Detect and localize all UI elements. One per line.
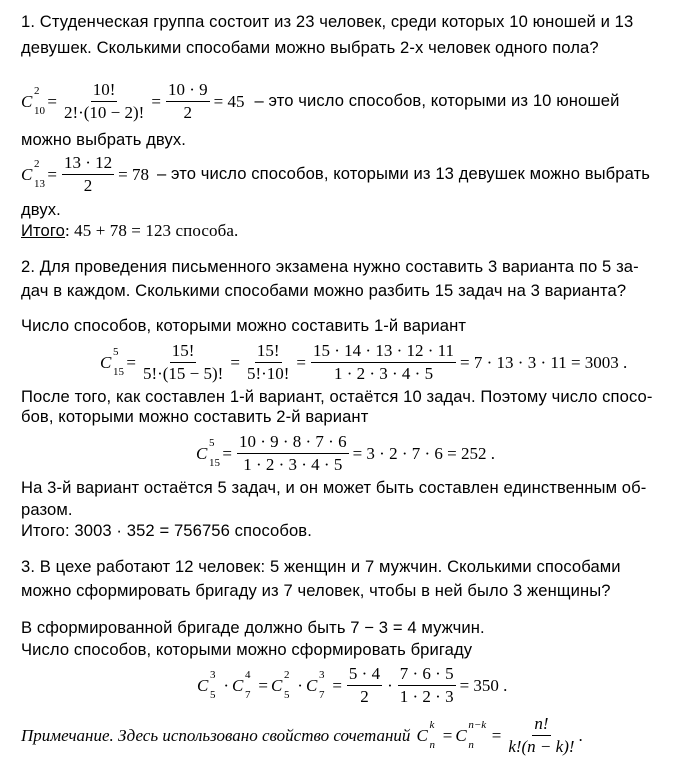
problem2-equation2: C 5 15 = $\frac{10 \cdot 9 \cdot 8 \cdot 7 \cdot 6}{1 \cdot 2 \cdot 3 \cdot 4 \cdot 5}$ = 3 · 2 · 7 · 6 = 252 . <box>196 431 496 474</box>
fraction: $\frac{10!}{2!\cdot(10 - 2)!}$ <box>63 79 145 122</box>
problem3-line4: Число способов, которыми можно сформировать бригаду <box>21 640 473 659</box>
fraction: $\frac{15!}{5!\cdot 10!}$ <box>246 340 290 383</box>
problem1-total: Итого: 45 + 78 = 123 способа. <box>21 221 239 240</box>
problem3-line1: 3. В цехе работают 12 человек: 5 женщин и 7 мужчин. Сколькими способами <box>21 557 621 576</box>
fraction: $\frac{n!}{k!(n - k)!}$ <box>508 713 575 756</box>
problem2-equation1: C 5 15 = $\frac{15!}{5!\cdot(15 - 5)!}$ = $\frac{15!}{5!\cdot 10!}$ = $\frac{15 \cdot 14 \cdot 13 \cdot 12 \cdot 11}{1 \cdot 2 \cdot 3 \cdot 4 \cdot 5}$ = 7 · 13 · 3 · 11 = 3003 . <box>100 340 628 383</box>
combination-symbol: C 3 5 <box>197 668 216 701</box>
combination-symbol: C n−k n <box>455 718 487 751</box>
problem2-line7: разом. <box>21 500 73 519</box>
fraction: $\frac{15 \cdot 14 \cdot 13 \cdot 12 \cdot 11}{1 \cdot 2 \cdot 3 \cdot 4 \cdot 5}$ <box>313 340 455 383</box>
combination-symbol: C k n <box>416 718 435 751</box>
problem1-eq1-continuation: можно выбрать двух. <box>21 130 186 149</box>
problem2-line4: После того, как составлен 1-й вариант, остаётся 10 задач. Поэтому число спосо- <box>21 387 653 406</box>
problem1-equation1: C 2 10 = $\frac{10!}{2!\cdot(10 - 2)!}$ = $\frac{10 \cdot 9}{2}$ = 45 – это число способов, которыми из 10 юношей <box>21 79 620 122</box>
problem2-total: Итого: 3003 · 352 = 756756 способов. <box>21 521 312 540</box>
fraction: $\frac{15!}{5!\cdot(15 - 5)!}$ <box>142 340 224 383</box>
combination-symbol: C 2 13 <box>21 157 45 190</box>
problem1-equation2: C 2 13 = $\frac{13 \cdot 12}{2}$ = 78 – это число способов, которыми из 13 девушек можно выбрать <box>21 152 651 195</box>
problem2-line3: Число способов, которыми можно составить 1-й вариант <box>21 316 467 335</box>
fraction: $\frac{13 \cdot 12}{2}$ <box>63 152 113 195</box>
problem2-line1: 2. Для проведения письменного экзамена нужно составить 3 варианта по 5 за- <box>21 257 639 276</box>
fraction: $\frac{10 \cdot 9 \cdot 8 \cdot 7 \cdot 6}{1 \cdot 2 \cdot 3 \cdot 4 \cdot 5}$ <box>238 431 347 474</box>
problem3-note: Примечание. Здесь использовано свойство сочетаний C k n = C n−k n = $\frac{n!}{k!(n - k)!}$ . <box>21 713 583 756</box>
combination-symbol: C 5 15 <box>196 436 220 469</box>
problem2-line2: дач в каждом. Сколькими способами можно разбить 15 задач на 3 варианта? <box>21 281 627 300</box>
problem1-line2: девушек. Сколькими способами можно выбрать 2-х человек одного пола? <box>21 38 599 57</box>
problem2-line5: бов, которыми можно составить 2-й вариант <box>21 407 369 426</box>
problem1-eq2-continuation: двух. <box>21 200 61 219</box>
problem3-line3: В сформированной бригаде должно быть 7 − 3 = 4 мужчин. <box>21 618 485 637</box>
combination-symbol: C 5 15 <box>100 345 124 378</box>
combination-symbol: C 2 5 <box>270 668 290 701</box>
combination-symbol: C 2 10 <box>21 84 45 117</box>
fraction: $\frac{10 \cdot 9}{2}$ <box>167 79 208 122</box>
problem1-line1: 1. Студенческая группа состоит из 23 человек, среди которых 10 юношей и 13 <box>21 12 634 31</box>
fraction: $\frac{7 \cdot 6 \cdot 5}{1 \cdot 2 \cdot 3}$ <box>399 663 454 706</box>
combination-symbol: C 3 7 <box>305 668 325 701</box>
problem3-equation: C 3 5 · C 4 7 = C 2 5 · C 3 7 = $\frac{5 \cdot 4}{2}$ · $\frac{7 \cdot 6 \cdot 5}{1 \cdot 2 \cdot 3}$ = 350 . <box>197 663 508 706</box>
problem3-line2: можно сформировать бригаду из 7 человек, чтобы в ней было 3 женщины? <box>21 581 611 600</box>
fraction: $\frac{5 \cdot 4}{2}$ <box>348 663 381 706</box>
problem2-line6: На 3-й вариант остаётся 5 задач, и он может быть составлен единственным об- <box>21 478 647 497</box>
combination-symbol: C 4 7 <box>232 668 251 701</box>
